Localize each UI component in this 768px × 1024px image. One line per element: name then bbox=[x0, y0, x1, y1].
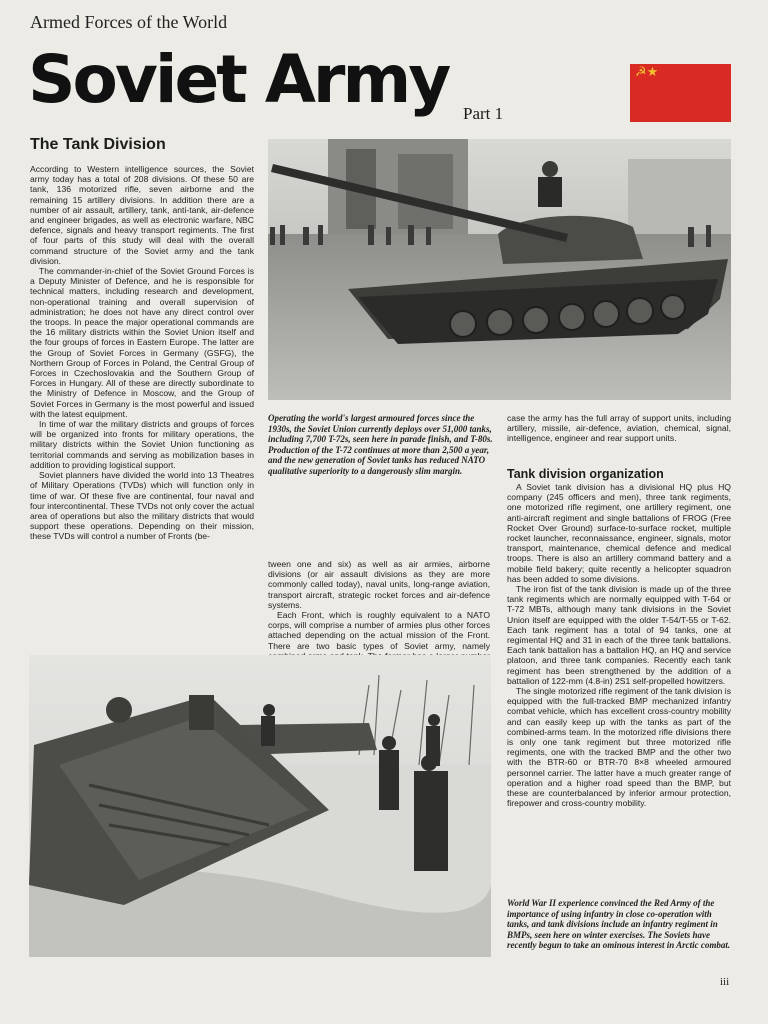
part-label: Part 1 bbox=[463, 104, 504, 123]
column-1 bbox=[30, 164, 254, 641]
article-title: Soviet Army bbox=[28, 41, 449, 118]
hammer-sickle-icon: ☭★ bbox=[635, 65, 659, 80]
subheading: Tank division organization bbox=[507, 467, 664, 481]
column-2 bbox=[268, 559, 490, 651]
series-title: Armed Forces of the World bbox=[30, 12, 228, 32]
paragraph: In time of war the military districts and groups of forces will be organized into fronts for military operations, the military districts within the Soviet Union functioning as territorial commands and serving as mobilization bases in addition to providing logistical support. bbox=[30, 419, 254, 470]
paragraph: Soviet planners have divided the world into 13 Theatres of Military Operations (TVDs) which will function only in time of war. Of these five are continental, four naval and four intercontinental. These TVDs not only cover the actual area of operations but also the military districts that would support these operations. Depending on their mission, these TVDs will control a number of Fronts (be- bbox=[30, 470, 254, 542]
paragraph: Each Front, which is roughly equivalent to a NATO corps, will comprise a number of armies plus other forces attached depending on the actual mission of the Front. There are two basic types of Soviet army, namely bbox=[268, 610, 490, 651]
tank-parade-photo bbox=[268, 139, 731, 400]
section-title: The Tank Division bbox=[30, 136, 166, 153]
soviet-flag bbox=[630, 64, 731, 122]
paragraph: A Soviet tank division has a divisional HQ plus HQ company (245 officers and men), three tank regiments, one motorized rifle regiment, one artillery regiment, one anti-aircraft regiment and single battalions of FROG (Free Rocket Over Ground) surface-to-surface rocket, multiple rocket launcher, reconnaissance, engineer, signals, motor transport, maintenance, chemical defence and medical troops. There is also an artillery command battery and a mobile field bakery; quite recently a helicopter squadron has been added to some divisions. bbox=[507, 482, 731, 584]
page-number: iii bbox=[720, 976, 730, 988]
column-3 bbox=[507, 482, 731, 897]
paragraph: According to Western intelligence sources, the Soviet army today has a total of 208 divisions. Of these 50 are tank, 136 motorized rifle, seven airborne and the remaining 15 artillery divisions. In addition there are a number of air assault, artillery, tank, anti-tank, air-defence and engineer brigades, as well as electronic warfare, NBC defence, signals and heavy transport regiments. The first of four parts of this study will deal with the overall command structure of the Soviet army and the tank division. bbox=[30, 164, 254, 266]
photo-caption: Operating the world's largest armoured forces since the 1930s, the Soviet Union currently deploys over 51,000 tanks, including 7,700 T-72s, seen here in parade finish, and T-80s. Production of the T-72 continues at more than 2,500 a year, and the new generation of Soviet tanks has reduced NATO qualitative superiority to a dangerously slim margin. bbox=[268, 413, 493, 476]
column-3-top bbox=[507, 413, 731, 463]
paragraph: case the army has the full array of support units, including artillery, missile, air-defence, aviation, chemical, signal, intelligence, engineer and rear support units. bbox=[507, 413, 731, 444]
paragraph: The iron fist of the tank division is made up of the three tank regiments which are normally equipped with T-64 or T-72 MBTs, although many tank divisions in the Soviet Union itself are equipped with the older T-54/T-55 or T-62. Each tank regiment has a total of 94 tanks, one at regimental HQ and 31 in each of the three tank battalions. Each tank battalion has a battalion HQ, an HQ and service platoon, and three tank companies. Recently each tank regiment has been strengthened by the addition of a battalion of 122-mm (4.8-in) 2S1 self-propelled howitzers. bbox=[507, 584, 731, 686]
bmp-winter-photo bbox=[29, 655, 491, 957]
paragraph: The single motorized rifle regiment of the tank division is equipped with the full-tracked BMP mechanized infantry combat vehicle, which has excellent cross-country mobility and can easily keep up with the tanks as part of the combined-arms team. In the motorized rifle divisions there is only one tank regiment but three motorized rifle regiments, one with the tracked BMP and the other two with the BTR-60 or BTR-70 8×8 wheeled armoured personnel carrier. The latter have a much greater range of operation and a higher road speed than the BMP, but these are counterbalanced by inferior armour protection, firepower and cross-country mobility. bbox=[507, 686, 731, 809]
paragraph: tween one and six) as well as air armies, airborne divisions (or air assault divisions as they are more commonly called today), naval units, long-range aviation, transport aircraft, strategic rocket forces and air-defence systems. bbox=[268, 559, 490, 610]
photo-caption: World War II experience convinced the Red Army of the importance of using infantry in close co-operation with tanks, and tank divisions include an infantry regiment in BMPs, seen here on winter exercises. The Soviets have recently begun to take an ominous interest in Arctic combat. bbox=[507, 898, 731, 951]
paragraph: The commander-in-chief of the Soviet Ground Forces is a Deputy Minister of Defence, and he is responsible for technical matters, including research and development, non-operational training and overall supervision of administration; he does not have any direct control over the troops. In peace the major operational commands are the 16 military districts within the Soviet Union itself and the four groups of forces in Eastern Europe. The latter are the Group of Soviet Forces in Germany (GSFG), the Northern Group of Forces in Poland, the Central Group of Forces in Czechoslovakia and the Southern Group of Forces in Hungary. All of these are directly subordinate to the Ministry of Defence in Moscow, and the Group of Soviet Forces in Germany is the most powerful and issued with the latest equipment. bbox=[30, 266, 254, 419]
